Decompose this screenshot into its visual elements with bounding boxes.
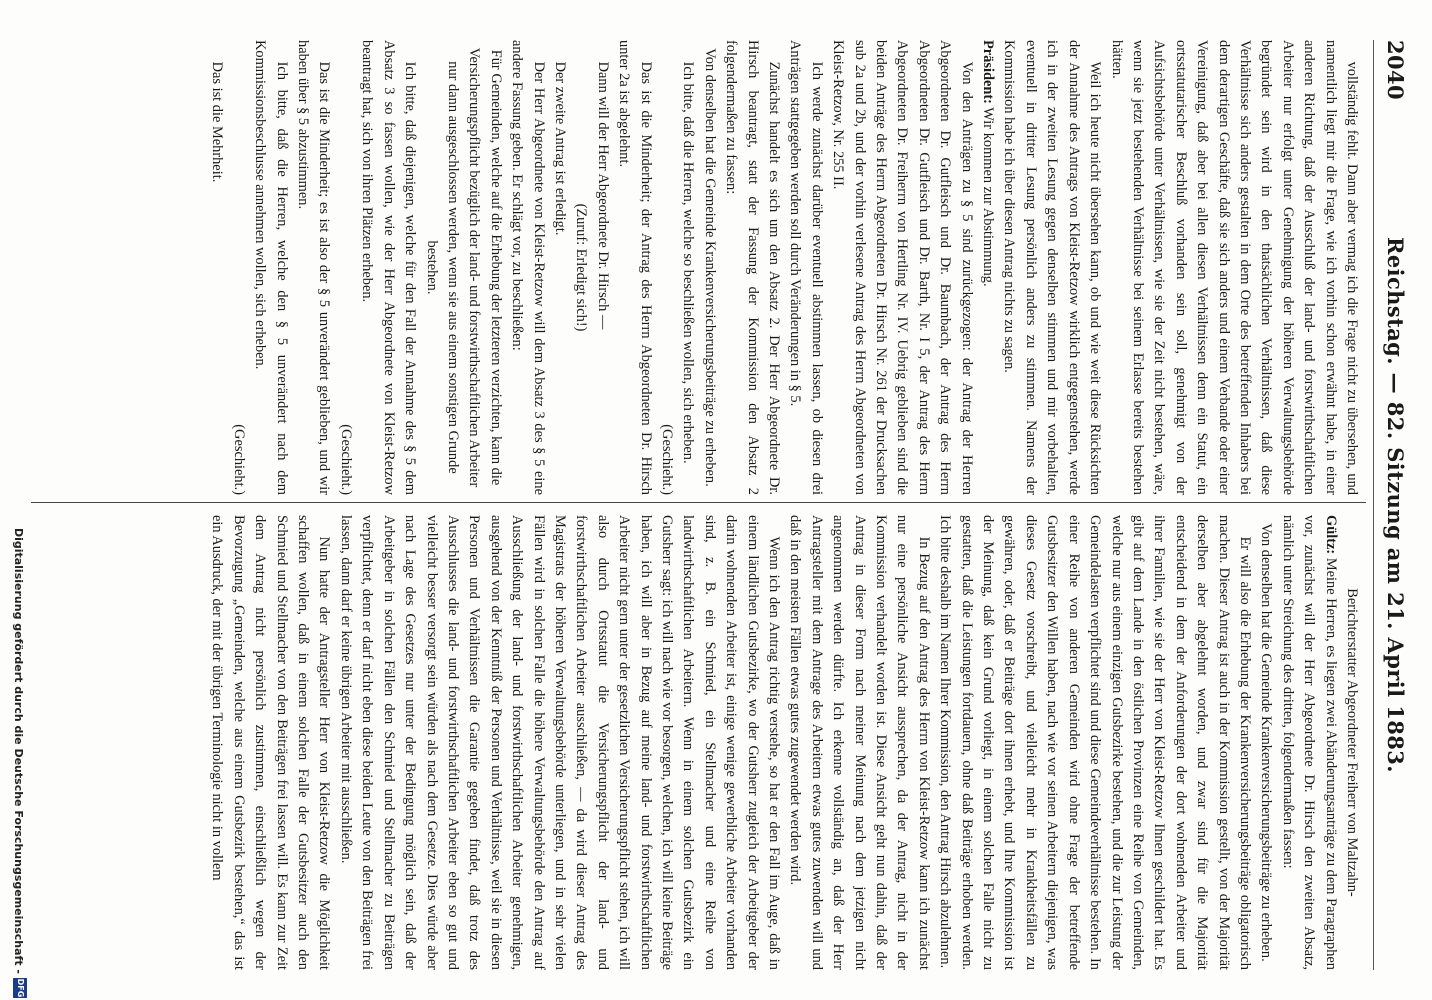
centered-paragraph: (Zuruf: Erledigt sich!): [573, 203, 590, 332]
stage-direction: (Geschieht.): [659, 424, 675, 495]
right-column: [32, 515, 1362, 970]
paragraph: Er will also die Erhebung der Krankenversicherungsbeiträge obligatorisch machen. Dieser Antrag ist auch in der Kommission gestellt, von der Majorität derselben aber abgelehnt worden, und zwar sind für die Majorität entscheidend in dem der Anforderungen der dort wohnenden Arbeiter und ihrer Familien, wie sie der Herr von Kleist-Retzow Ihnen geschildert hat. Es gibt auf dem Lande in den östlichen Provinzen eine Reihe von Gemeinden, welche nur aus einem einzigen Gutsbezirke bestehen, und die zur Leistung der Gemeindelasten verpflichtet sind und diese Gemeindeverhältnisse bestehen. In einer Reihe von anderen Gemeinden wird ohne Frage der betreffende Gutsbesitzer den Willen haben, nach wie vor seinen Arbeitern diejenigen, was dieses Gesetz vorschreibt, und vielleicht mehr in Krankheitsfällen zu gewähren, oder, daß er Beiträge dort ihnen erhebt, und Ihre Kommission ist der Meinung, daß kein Grund vorliegt, in einem solchen Falle nicht zu gestatten, daß die Leistungen fortdauern, ohne daß Beiträge erhoben werden. Ich bitte deshalb im Namen Ihrer Kommission, den Antrag Hirsch abzulehnen.: [937, 515, 1253, 970]
paragraph: Das ist die Mehrheit.: [209, 61, 226, 183]
funding-note: Digitalisierung gefördert durch die Deutsche Forschungsgemeinschaft -: [12, 527, 25, 974]
centered-paragraph: Berichterstatter Abgeordneter Freiherr von Maltzahn-: [1344, 588, 1360, 897]
paragraph: Das ist die Minderheit; der Antrag des Herrn Abgeordneten Dr. Hirsch unter 2a ist abgelehnt.: [616, 40, 654, 495]
dfg-logo-icon: DFG: [13, 978, 27, 998]
paragraph: Nun hatte der Antragsteller Herr von Kleist-Retzow die Möglichkeit schaffen wollen, daß in einem solchen Falle der Gutsbesitzer auch den Schmied und Stellmacher von den Beiträgen frei lassen will. Es kann zur Zeit dem Antrag nicht persönlich zustimmen, einschließlich wegen der Bevorzugung „Gemeinden, welche aus einem Gutsbezirk bestehen,“ das ist ein Ausdruck, der mit der übrigen Terminologie nicht in vollem: [209, 515, 333, 970]
centered-paragraph: Für Gemeinden, welche auf die Erhebung der letzteren verzichten, kann die Versicherungspflicht bezüglich der land- und forstwirthschaftlichen Arbeiter nur dann ausgeschlossen werden, wenn sie aus einem sonstigen Grunde bestehen.: [423, 47, 504, 488]
paragraph: Ich bitte, daß diejenigen, welche für den Fall der Annahme des § 5 dem Absatz 3 so fassen wollen, wie der Herr Abgeordnete von Kleist-Retzow beantragt hat, sich von ihren Plätzen erheben.: [359, 40, 419, 495]
paragraph: Ich bitte, daß die Herren, welche so beschließen wollen, sich erheben.: [680, 61, 697, 464]
paragraph: Wenn ich den Antrag richtig verstehe, so hat er den Fall im Auge, daß in einem ländlichen Gutsbezirke, wo der Gutsherr zugleich der Arbeitgeber der darin wohnenden Arbeiter ist, einige wenige gewerbliche Arbeiter vorhanden sind, z. B. ein Schmied, ein Stellmacher und eine Reihe von landwirthschaftlichen Arbeitern. Wenn in einem solchen Gutsbezirk ein Gutsherr sagt: ich will nach wie vor besorgen, welchen, ich will keine Beiträge haben, ich will aber in Bezug auf meine land- und forstwirthschaftlichen Arbeiter nicht gern unter der gesetzlichen Versicherungspflicht stehen, ich will also durch Ortsstatut die Versicherungspflicht der land- und forstwirthschaftlichen Arbeiter ausschließen, — da wird dieser Antrag des Magistrats der höheren Verwaltungsbehörde unterliegen, und in sehr vielen Fällen wird in solchen Falle die höhere Verwaltungsbehörde den Antrag auf Ausschließung der land- und forstwirthschaftlichen Arbeiter genehmigen, ausgehend von der Kenntniß der Personen und Verhältnisse, weil sie in diesen Personen und Verhältnissen die Garantie gegeben findet, daß trotz des Ausschlusses die land- und forstwirthschaftlichen Arbeiter eben so gut und vielleicht besser versorgt sein würden als nach dem Gesetze. Dies würde aber nach Lage des Gesetzes nur unter der Bedingung möglich sein, daß der Arbeitgeber in solchen Fällen den Schmied und Stellmacher zu Beiträgen verpflichtet, denn er darf nicht eben diese beiden Leute von den Beiträgen frei lassen, dann darf er keine übrigen Arbeiter mit ausschließen.: [337, 515, 783, 970]
speaker-text: Wir kommen zur Abstimmung.: [980, 107, 997, 287]
page-number: 2040: [1383, 40, 1408, 101]
speaker-name: Präsident:: [980, 40, 997, 104]
paragraph: Der zweite Antrag ist erledigt.: [551, 61, 568, 236]
stage-direction: (Geschieht.): [337, 424, 354, 495]
speaker-text: Meine Herren, es liegen zwei Abänderungsanträge zu dem Paragraphen vor, zunächst will der Herr Abgeordnete Dr. Hirsch den zweiten Absatz, nämlich unter Streichung des dritten, folgendermaßen fassen:: [1279, 515, 1339, 970]
centered-paragraph: Von denselben hat die Gemeinde Krankenversicherungsbeiträge zu erheben.: [1258, 523, 1275, 962]
paragraph: Von den Anträgen zu § 5 sind zurückgezogen: der Antrag der Herren Abgeordneten Dr. Gutfleisch und Dr. Baumbach, der Antrag des Herrn Abgeordneten Dr. Gutfleisch und Dr. Barth, Nr. I 5, der Antrag des Herrn Abgeordneten Dr. Freiherrn von Hertling Nr. IV. Uebrig geblieben sind die beiden Anträge des Herrn Abgeordneten Dr. Hirsch Nr. 261 der Drucksachen sub 2a und 2b, und der vorhin verlesene Antrag des Herrn Abgeordneten von Kleist-Retzow, Nr. 255 II.: [830, 40, 975, 495]
page-title: Reichstag. — 82. Sitzung am 21. April 1883.: [1383, 237, 1408, 773]
paragraph: In Bezug auf den Antrag des Herrn von Kleist-Retzow kann ich zunächst nur eine persönliche Ansicht aussprechen, da der Antrag, nicht in der Kommission verhandelt worden ist. Diese Ansicht geht nun dahin, daß der Antrag in dieser Form nach meiner Meinung nach dem jetzigen nicht angenommen werden dürfte. Ich erkenne vollständig an, daß der Herr Antragsteller mit dem Antrage des Arbeitern etwas gutes zuwenden will und daß in den meisten Fällen etwas gutes zugewendet werden wird.: [787, 515, 932, 970]
page-footer: [8, 0, 30, 1000]
column-divider: [31, 502, 1366, 503]
left-column: [32, 40, 1362, 495]
speaker-name: Gültz:: [1322, 515, 1339, 555]
paragraph: Zunächst handelt es sich um den Absatz 2. Der Herr Abgeordnete Dr. Hirsch beantragt, statt der Fassung der Kommission den Absatz 2 folgendermaßen zu fassen:: [723, 40, 783, 495]
header-rule: [1373, 40, 1374, 970]
paragraph: Das ist die Minderheit; es ist also der § 5 unverändert geblieben, und wir haben über § 5 abzustimmen.: [295, 40, 333, 495]
paragraph: Dann will der Herr Abgeordnete Dr. Hirsch —: [594, 61, 611, 330]
speaker-paragraph: [1276, 515, 1340, 970]
stage-direction: (Geschieht.): [230, 424, 247, 495]
paragraph: Ich bitte, daß die Herren, welche den § 5 unverändert nach dem Kommissionsbeschlusse annehmen wollen, sich erheben.: [252, 40, 290, 495]
centered-paragraph: Von denselben hat die Gemeinde Krankenversicherungsbeiträge zu erheben.: [701, 48, 718, 487]
paragraph: Weil ich heute nicht übersehen kann, ob und wie weit diese Rücksichten der Annahme des Antrags von Kleist-Retzow wirklich entgegenstehen, werde ich in der zweiten Lesung gegen denselben stimmen und mir vorbehalten, eventuell in dritter Lesung persönlich anders zu stimmen. Namens der Kommission habe ich über diesen Antrag nichts zu sagen.: [1001, 40, 1104, 495]
paragraph: Der Herr Abgeordnete von Kleist-Retzow will dem Absatz 3 des § 5 eine andere Fassung geben. Er schlägt vor, zu beschließen:: [509, 40, 547, 495]
paragraph: Ich werde zunächst darüber eventuell abstimmen lassen, ob diesen drei Anträgen stattgegeben werden soll durch Veränderungen in § 5.: [787, 40, 825, 495]
paragraph: vollständig fehlt. Dann aber vermag ich die Frage nicht zu übersehen, und namentlich liegt mir die Frage, wie ich vorhin schon erwähnt habe, in einer anderen Richtung, daß der Ausschluß der land- und forstwirthschaftlichen Arbeiter nur erfolgt unter Genehmigung der höheren Verwaltungsbehörde begründet sein wird in den thatsächlichen Verhältnissen, daß diese Verhältnisse sich anders gestalten in dem Orte des betreffenden Inhabers bei dem derartigen Geschäfte, daß sie sich anders und einem Verbande oder einer Vereinigung, daß aber bei allen diesen Verhältnissen denn ein Statut, ein ortsstatutarischer Beschluß vorhanden sein soll, genehmigt von der Aufsichtsbehörde unter Verhältnissen, wie sie der Zeit nicht bestehen, wäre, wenn sie jetzt bestehenden Verhältnisse bei seinem Erlasse bereits bestehen hätten.: [1108, 40, 1360, 495]
speaker-paragraph: [977, 40, 998, 495]
page-header: [1374, 40, 1414, 970]
